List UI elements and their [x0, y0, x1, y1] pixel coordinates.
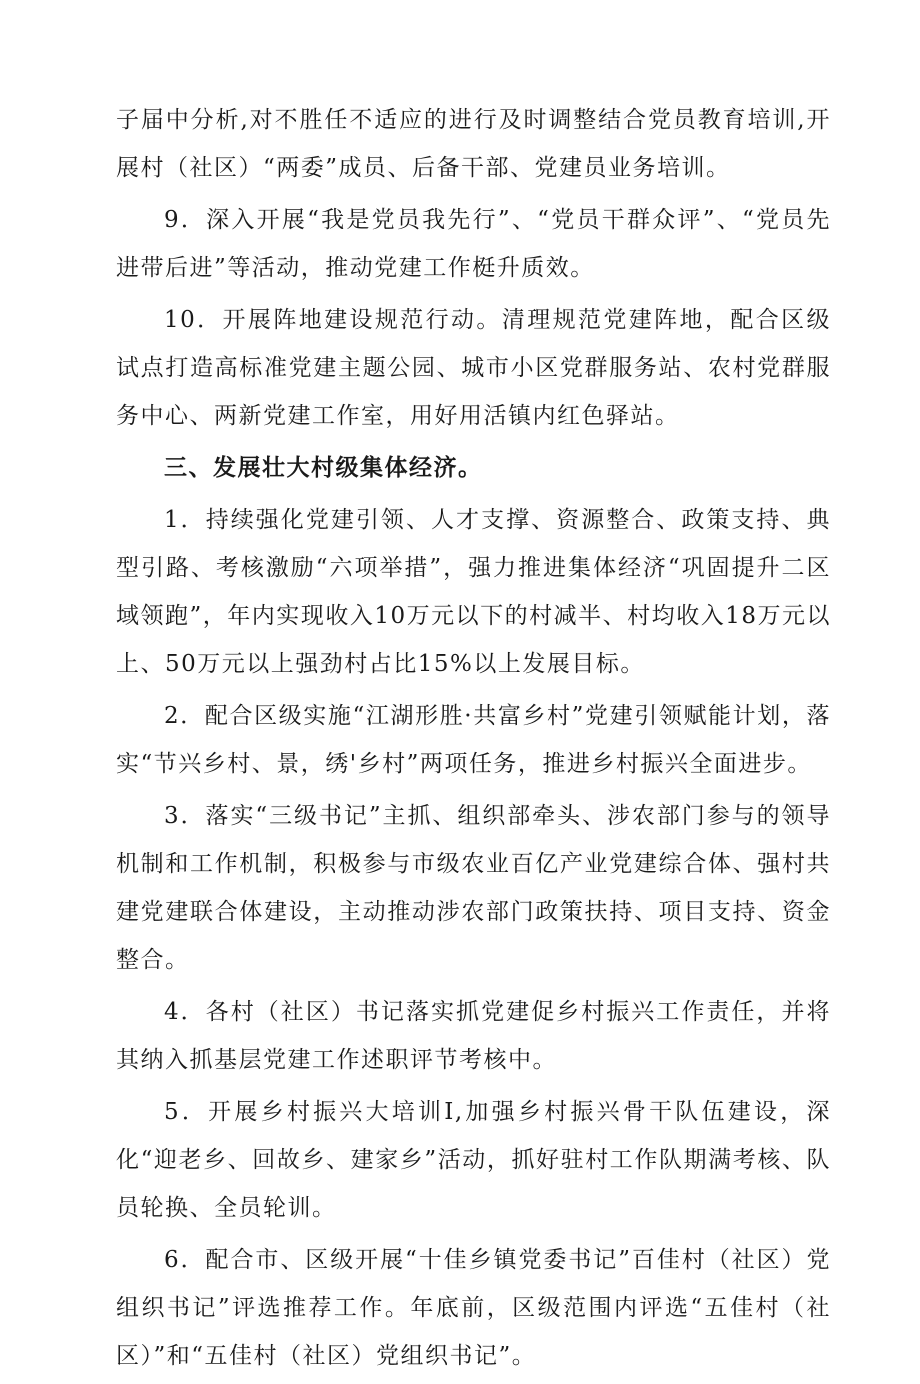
- paragraph-item-10: 10．开展阵地建设规范行动。清理规范党建阵地，配合区级试点打造高标准党建主题公园、城市小区党群服务站、农村党群服务中心、两新党建工作室，用好用活镇内红色驿站。: [116, 307, 831, 429]
- paragraph-continuation: 子届中分析,对不胜任不适应的进行及时调整结合党员教育培训,开展村（社区）“两委”成员、后备干部、党建员业务培训。: [116, 107, 831, 181]
- section-item-2: 2．配合区级实施“江湖形胜·共富乡村”党建引领赋能计划，落实“节兴乡村、景，绣'乡村”两项任务，推进乡村振兴全面进步。: [116, 703, 831, 777]
- document-body: [116, 96, 831, 1384]
- section-item-4: 4．各村（社区）书记落实抓党建促乡村振兴工作责任，并将其纳入抓基层党建工作述职评节考核中。: [116, 999, 831, 1073]
- section-item-1: 1．持续强化党建引领、人才支撑、资源整合、政策支持、典型引路、考核激励“六项举措”，强力推进集体经济“巩固提升二区域领跑”，年内实现收入10万元以下的村减半、村均收入18万元以上、50万元以上强劲村占比15%以上发展目标。: [116, 507, 831, 677]
- paragraph-item-9: 9．深入开展“我是党员我先行”、“党员干群众评”、“党员先进带后进”等活动，推动党建工作梃升质效。: [116, 207, 831, 281]
- section-heading: 三、发展壮大村级集体经济。: [164, 455, 483, 481]
- section-item-5: 5．开展乡村振兴大培训I,加强乡村振兴骨干队伍建设，深化“迎老乡、回故乡、建家乡”活动，抓好驻村工作队期满考核、队员轮换、全员轮训。: [116, 1099, 831, 1221]
- section-item-3: 3．落实“三级书记”主抓、组织部牵头、涉农部门参与的领导机制和工作机制，积极参与市级农业百亿产业党建综合体、强村共建党建联合体建设，主动推动涉农部门政策扶持、项目支持、资金整合。: [116, 803, 831, 973]
- section-item-6: 6．配合市、区级开展“十佳乡镇党委书记”百佳村（社区）党组织书记”评选推荐工作。年底前，区级范围内评选“五佳村（社区）”和“五佳村（社区）党组织书记”。: [116, 1247, 831, 1369]
